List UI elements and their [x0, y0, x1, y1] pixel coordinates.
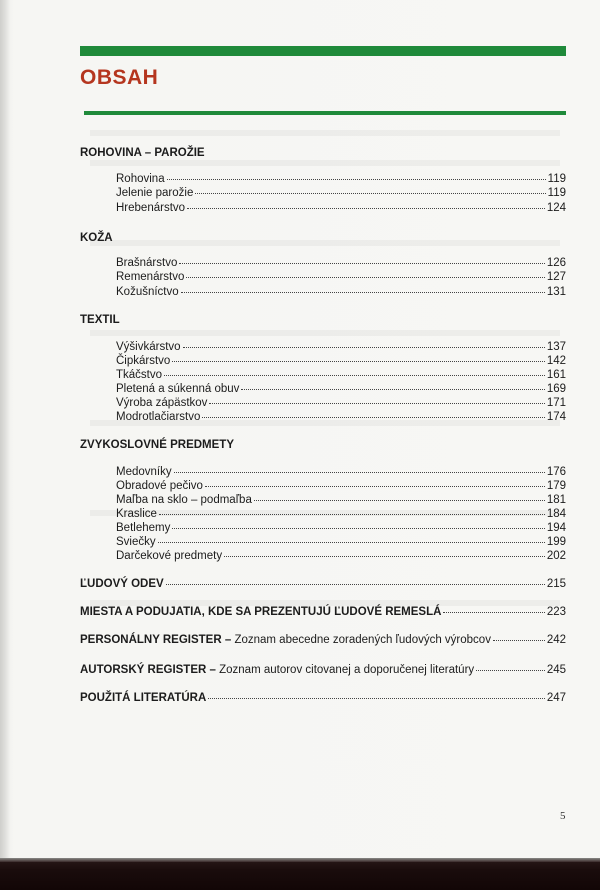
- leader-dots: [493, 639, 545, 641]
- toc-entry-label: Výšivkárstvo: [116, 341, 181, 353]
- section-heading: ROHOVINA – PAROŽIE: [80, 147, 205, 159]
- leader-dots: [209, 402, 544, 404]
- leader-dots: [443, 611, 544, 613]
- leader-dots: [254, 499, 545, 501]
- toc-entry-page: 131: [546, 286, 566, 298]
- toc-entry[interactable]: [116, 369, 566, 381]
- leader-dots: [181, 291, 545, 293]
- toc-entry-subtitle: Zoznam abecedne zoradených ľudových výrobcov: [231, 634, 491, 646]
- toc-entry[interactable]: [116, 271, 566, 283]
- toc-entry-label: MIESTA A PODUJATIA, KDE SA PREZENTUJÚ ĽUDOVÉ REMESLÁ: [80, 606, 442, 618]
- toc-entry-label: Obradové pečivo: [116, 480, 203, 492]
- toc-entry-page: 181: [546, 494, 566, 506]
- leader-dots: [172, 527, 544, 529]
- toc-entry-label: Tkáčstvo: [116, 369, 163, 381]
- toc-entry-label: Čipkárstvo: [116, 355, 171, 367]
- leader-dots: [166, 583, 545, 585]
- toc-entry-label: Betlehemy: [116, 522, 171, 534]
- leader-dots: [195, 192, 545, 194]
- toc-entry-label: PERSONÁLNY REGISTER –: [80, 634, 232, 646]
- toc-entry-page: 202: [546, 550, 566, 562]
- toc-entry-label: Hrebenárstvo: [116, 202, 186, 214]
- toc-entry-page: 127: [546, 271, 566, 283]
- toc-entry-major[interactable]: [80, 634, 566, 646]
- bleed-through: [90, 330, 560, 336]
- toc-entry[interactable]: [116, 286, 566, 298]
- toc-entry[interactable]: [116, 397, 566, 409]
- toc-entry-label: Maľba na sklo – podmaľba: [116, 494, 252, 506]
- leader-dots: [174, 471, 545, 473]
- toc-entry-page: 171: [546, 397, 566, 409]
- toc-entry[interactable]: [116, 522, 566, 534]
- bleed-through: [90, 160, 560, 166]
- toc-entry-label: Pletená a súkenná obuv: [116, 383, 240, 395]
- toc-entry-label: Kraslice: [116, 508, 157, 520]
- page-gutter-shadow: [0, 0, 10, 858]
- leader-dots: [186, 276, 544, 278]
- toc-entry[interactable]: [116, 466, 566, 478]
- toc-entry-page: 142: [546, 355, 566, 367]
- toc-entry-label: Brašnárstvo: [116, 257, 178, 269]
- toc-entry-major[interactable]: [80, 578, 566, 590]
- toc-entry-major[interactable]: [80, 664, 566, 676]
- toc-entry-page: 199: [546, 536, 566, 548]
- toc-entry-page: 247: [546, 692, 566, 704]
- toc-entry[interactable]: [116, 173, 566, 185]
- toc-entry-label: Medovníky: [116, 466, 172, 478]
- toc-entry[interactable]: [116, 355, 566, 367]
- toc-entry[interactable]: [116, 187, 566, 199]
- toc-entry-label: Výroba zápästkov: [116, 397, 208, 409]
- leader-dots: [158, 541, 545, 543]
- toc-entry-label: Darčekové predmety: [116, 550, 223, 562]
- toc-entry-label: AUTORSKÝ REGISTER –: [80, 664, 216, 676]
- header-rule-top: [80, 46, 566, 56]
- toc-entry-page: 179: [546, 480, 566, 492]
- leader-dots: [172, 360, 544, 362]
- toc-entry-label: Rohovina: [116, 173, 165, 185]
- toc-entry-page: 174: [546, 411, 566, 423]
- toc-entry[interactable]: [116, 383, 566, 395]
- toc-entry-page: 169: [546, 383, 566, 395]
- header-rule-bottom: [84, 111, 566, 115]
- toc-entry-label: Kožušníctvo: [116, 286, 179, 298]
- leader-dots: [187, 207, 545, 209]
- toc-entry-page: 215: [546, 578, 566, 590]
- section-heading: ZVYKOSLOVNÉ PREDMETY: [80, 439, 234, 451]
- toc-entry-major[interactable]: [80, 606, 566, 618]
- toc-entry-label: Remenárstvo: [116, 271, 185, 283]
- toc-entry-label: Jelenie parožie: [116, 187, 194, 199]
- toc-entry[interactable]: [116, 202, 566, 214]
- leader-dots: [476, 669, 545, 671]
- leader-dots: [208, 697, 545, 699]
- toc-entry-page: 223: [546, 606, 566, 618]
- toc-entry-subtitle: Zoznam autorov citovanej a doporučenej literatúry: [215, 664, 475, 676]
- page-number: 5: [560, 810, 566, 822]
- toc-entry-label: Sviečky: [116, 536, 156, 548]
- toc-entry-page: 194: [546, 522, 566, 534]
- leader-dots: [167, 178, 546, 180]
- toc-entry-major[interactable]: [80, 692, 566, 704]
- toc-entry-page: 176: [546, 466, 566, 478]
- toc-entry-page: 124: [546, 202, 566, 214]
- leader-dots: [183, 346, 545, 348]
- toc-entry-page: 137: [546, 341, 566, 353]
- leader-dots: [224, 555, 545, 557]
- toc-entry-page: 126: [546, 257, 566, 269]
- toc-entry[interactable]: [116, 257, 566, 269]
- toc-entry-page: 184: [546, 508, 566, 520]
- toc-entry[interactable]: [116, 494, 566, 506]
- toc-entry[interactable]: [116, 480, 566, 492]
- toc-entry-label: Modrotlačiarstvo: [116, 411, 201, 423]
- leader-dots: [202, 416, 544, 418]
- page-title: OBSAH: [80, 66, 159, 89]
- toc-entry-page: 242: [546, 634, 566, 646]
- leader-dots: [205, 485, 545, 487]
- leader-dots: [164, 374, 545, 376]
- bleed-through: [90, 240, 560, 246]
- toc-entry-page: 245: [546, 664, 566, 676]
- toc-entry[interactable]: [116, 508, 566, 520]
- section-heading: KOŽA: [80, 232, 113, 244]
- leader-dots: [179, 262, 544, 264]
- toc-entry[interactable]: [116, 341, 566, 353]
- bleed-through: [90, 130, 560, 136]
- toc-entry-page: 161: [546, 369, 566, 381]
- leader-dots: [241, 388, 544, 390]
- toc-entry-page: 119: [547, 187, 566, 199]
- toc-entry[interactable]: [116, 536, 566, 548]
- scan-edge-background: [0, 858, 600, 890]
- leader-dots: [159, 513, 545, 515]
- toc-entry[interactable]: [116, 550, 566, 562]
- toc-entry[interactable]: [116, 411, 566, 423]
- toc-entry-page: 119: [547, 173, 566, 185]
- section-heading: TEXTIL: [80, 314, 120, 326]
- toc-entry-label: POUŽITÁ LITERATÚRA: [80, 692, 207, 704]
- toc-entry-label: ĽUDOVÝ ODEV: [80, 578, 164, 590]
